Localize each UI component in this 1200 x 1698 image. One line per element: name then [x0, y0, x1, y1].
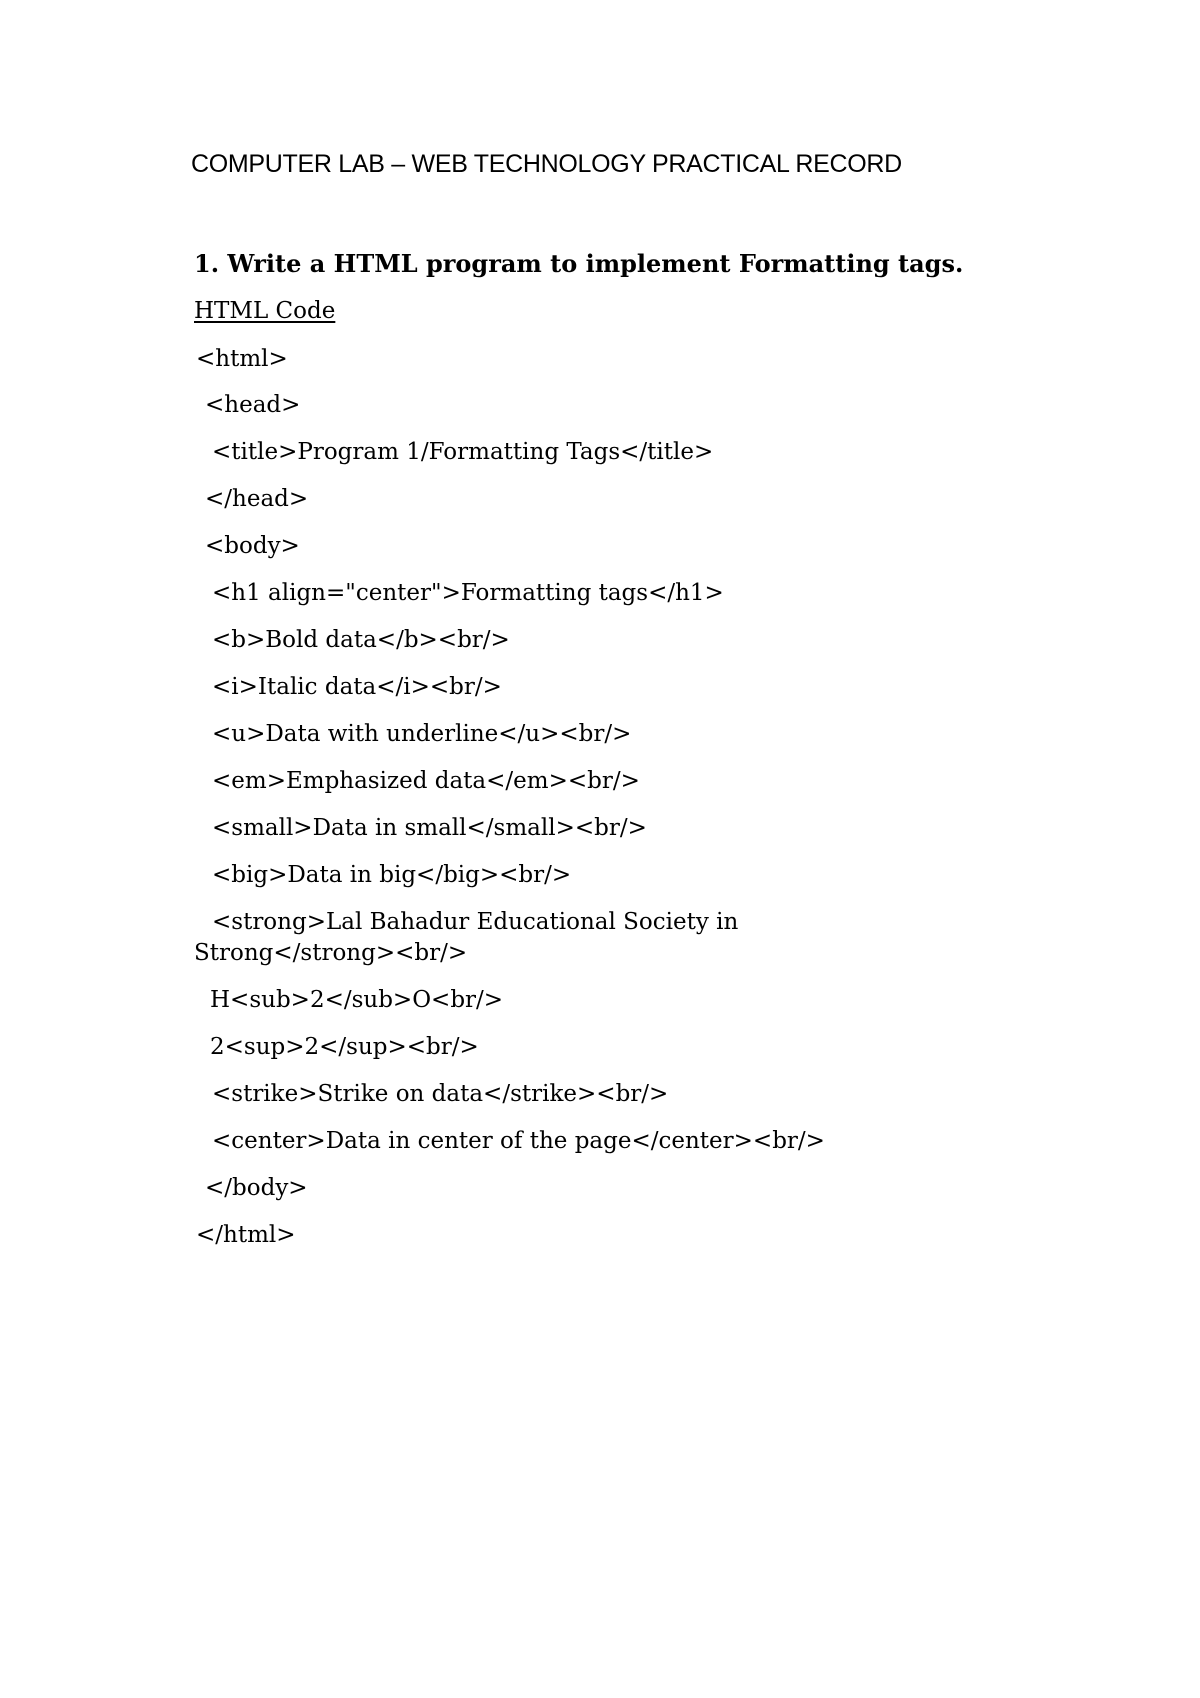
- document-title: COMPUTER LAB – WEB TECHNOLOGY PRACTICAL RECORD: [191, 150, 902, 178]
- code-line-sub: H<sub>2</sub>O<br/>: [210, 987, 504, 1013]
- code-line-big: <big>Data in big</big><br/>: [212, 862, 572, 888]
- code-line-underline: <u>Data with underline</u><br/>: [212, 721, 632, 747]
- code-line-body-open: <body>: [205, 533, 300, 559]
- code-line-head-close: </head>: [205, 486, 309, 512]
- code-line-strike: <strike>Strike on data</strike><br/>: [212, 1081, 669, 1107]
- code-line-sup: 2<sup>2</sup><br/>: [210, 1034, 479, 1060]
- code-line-center: <center>Data in center of the page</center><br/>: [212, 1128, 825, 1154]
- code-line-bold: <b>Bold data</b><br/>: [212, 627, 510, 653]
- code-line-strong-part1: <strong>Lal Bahadur Educational Society in: [212, 909, 739, 935]
- code-line-strong-part2: Strong</strong><br/>: [194, 940, 468, 966]
- code-line-emphasized: <em>Emphasized data</em><br/>: [212, 768, 640, 794]
- code-line-html-open: <html>: [196, 346, 288, 372]
- code-line-h1: <h1 align="center">Formatting tags</h1>: [212, 580, 724, 606]
- code-line-head-open: <head>: [205, 392, 301, 418]
- code-line-body-close: </body>: [205, 1175, 308, 1201]
- code-line-small: <small>Data in small</small><br/>: [212, 815, 647, 841]
- code-line-html-close: </html>: [196, 1222, 296, 1248]
- code-line-title: <title>Program 1/Formatting Tags</title>: [212, 439, 714, 465]
- question-heading: 1. Write a HTML program to implement Formatting tags.: [194, 249, 964, 278]
- code-line-italic: <i>Italic data</i><br/>: [212, 674, 502, 700]
- code-section-heading: HTML Code: [194, 298, 336, 324]
